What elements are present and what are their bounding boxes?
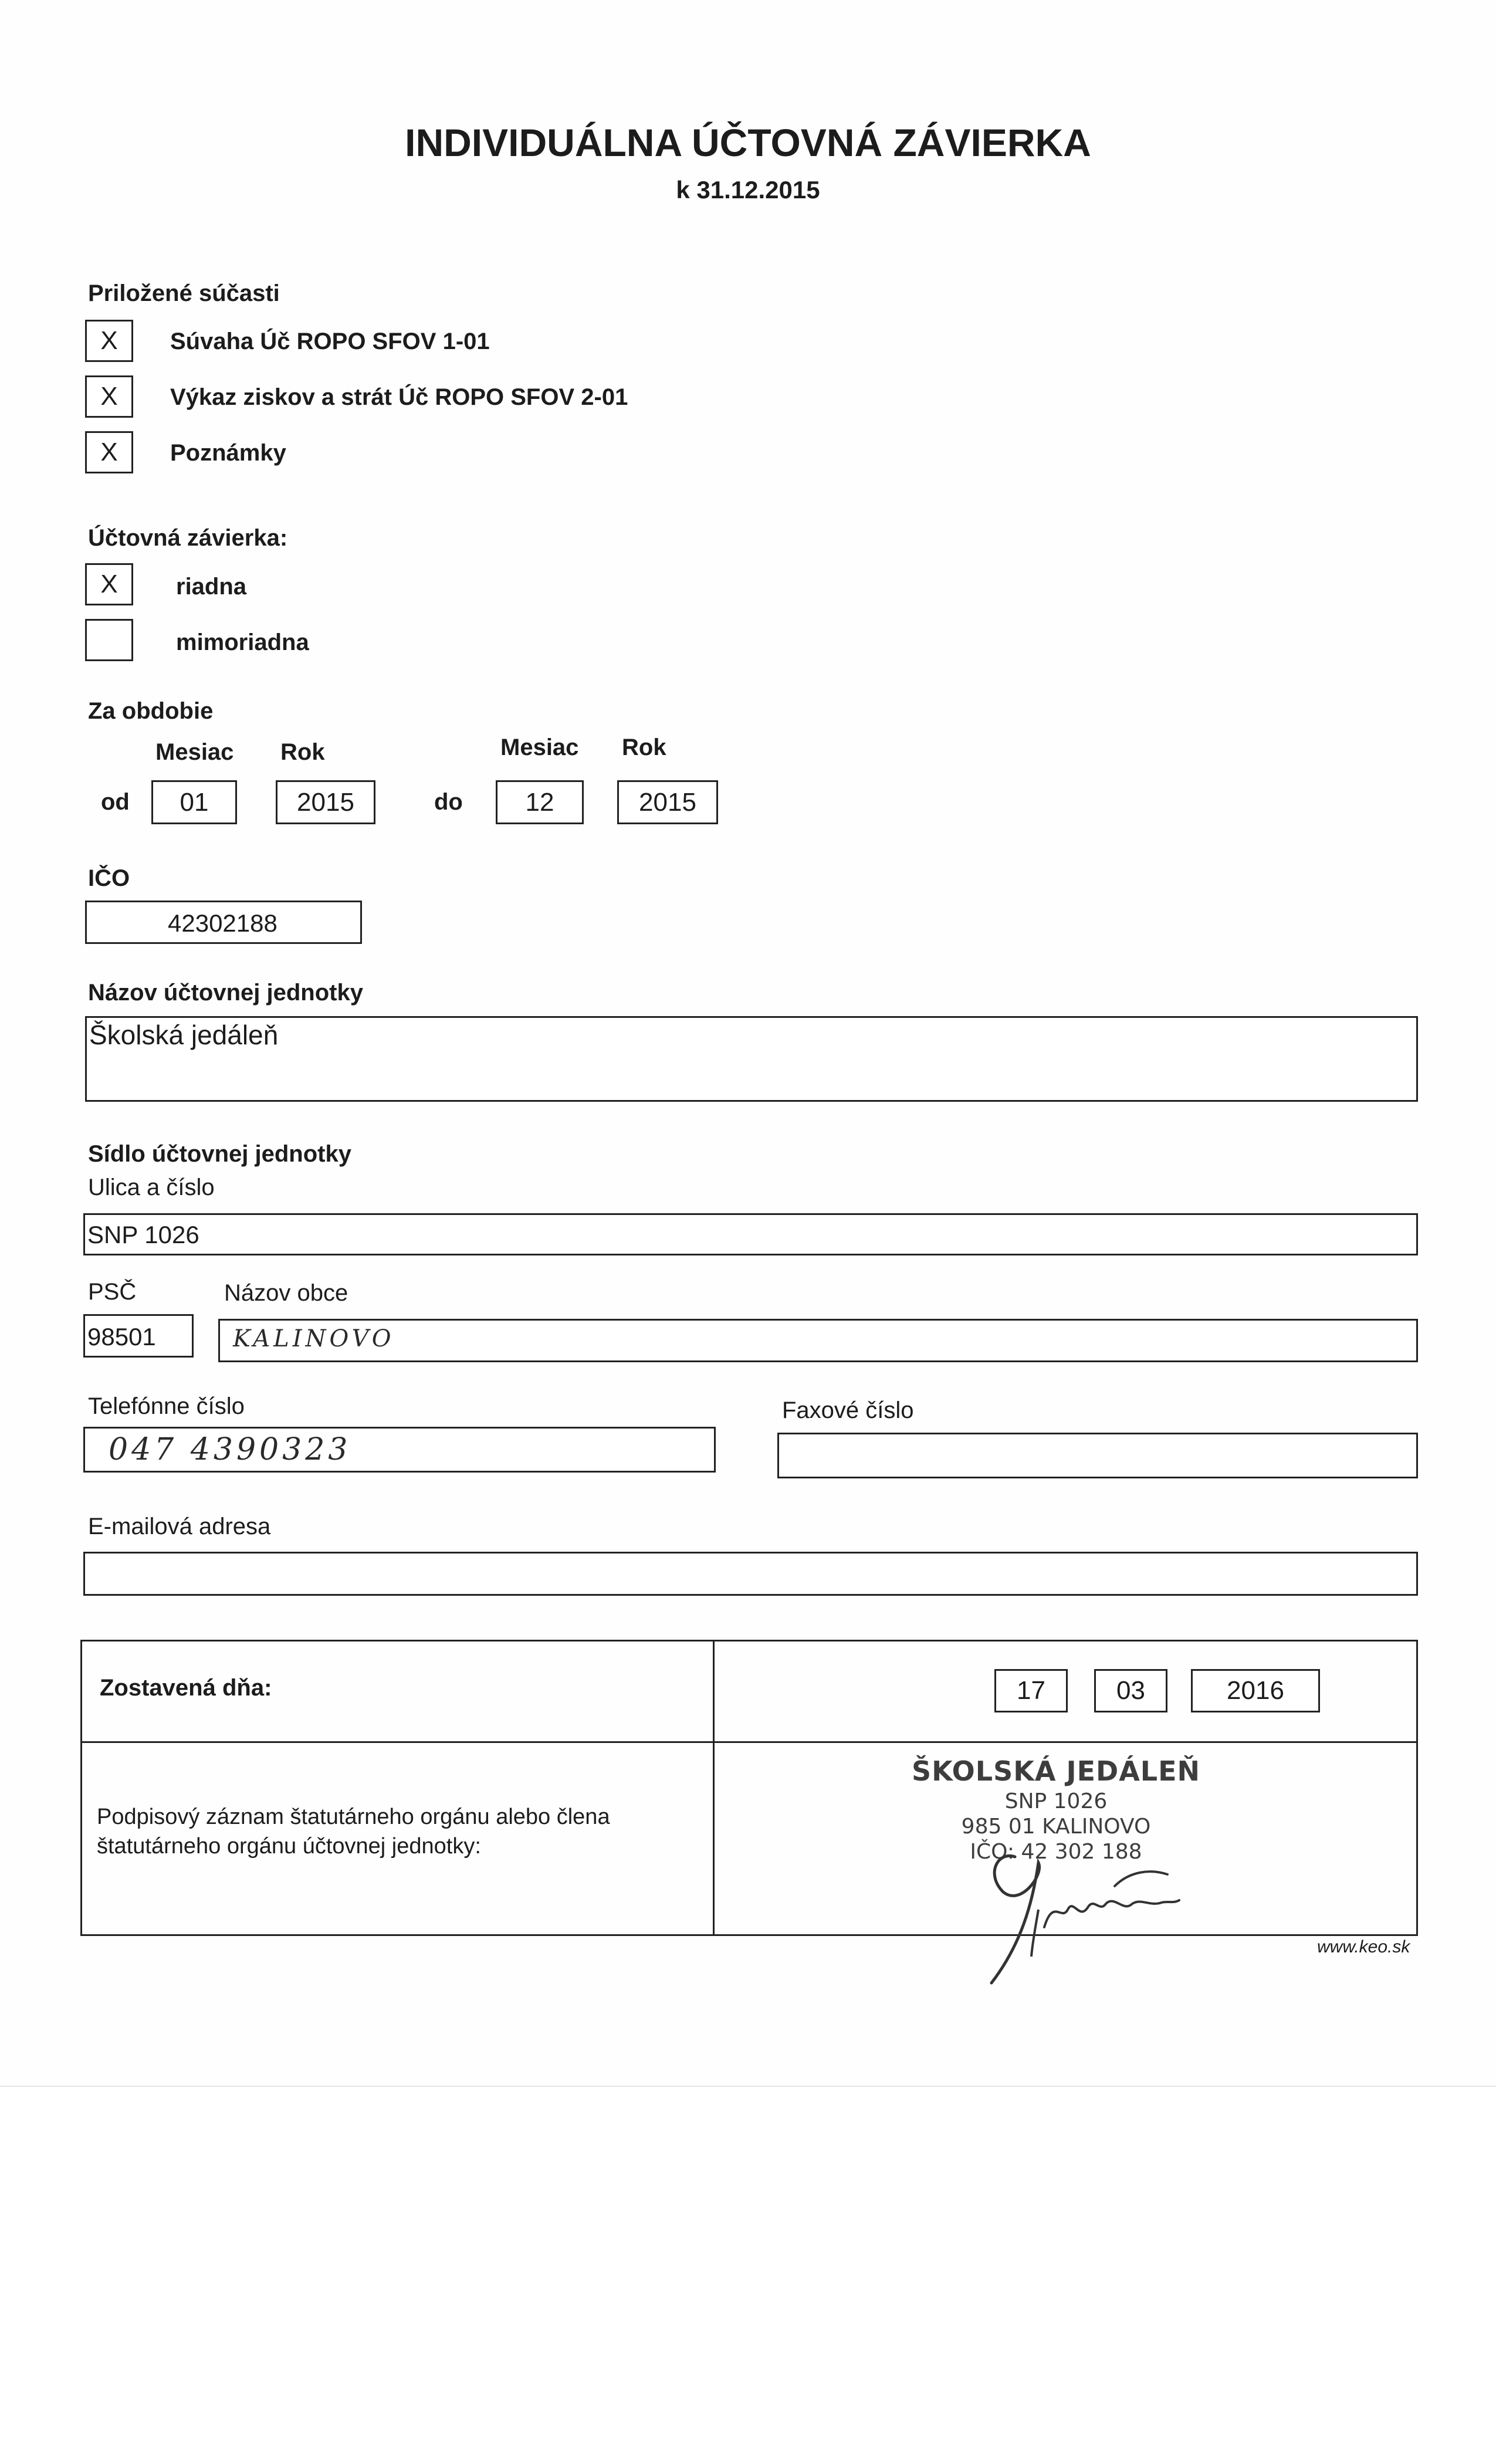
period-to-month-field[interactable]: 12 xyxy=(496,780,584,824)
email-field[interactable] xyxy=(83,1552,1418,1596)
website-text: www.keo.sk xyxy=(1317,1937,1410,1957)
entity-name-label: Názov účtovnej jednotky xyxy=(88,980,363,1006)
city-label: Názov obce xyxy=(224,1280,348,1306)
footer-table-hline xyxy=(80,1741,1418,1743)
compiled-year-field[interactable]: 2016 xyxy=(1191,1669,1320,1712)
period-from-month-label: Mesiac xyxy=(155,739,234,765)
attachment-checkbox-balance[interactable]: X xyxy=(85,320,133,362)
address-heading: Sídlo účtovnej jednotky xyxy=(88,1141,351,1167)
period-to-year-label: Rok xyxy=(622,735,666,760)
period-to-month-label: Mesiac xyxy=(500,735,579,760)
period-heading: Za obdobie xyxy=(88,698,214,724)
handwritten-signature xyxy=(974,1839,1185,1992)
ico-label: IČO xyxy=(88,865,130,891)
statement-type-checkbox-extraordinary[interactable] xyxy=(85,619,133,661)
fax-label: Faxové číslo xyxy=(782,1397,914,1423)
ico-value: 42302188 xyxy=(168,909,277,937)
period-to-label: do xyxy=(434,789,463,815)
street-label: Ulica a číslo xyxy=(88,1175,215,1200)
street-field[interactable] xyxy=(83,1213,1418,1255)
period-from-month-field[interactable]: 01 xyxy=(151,780,237,824)
city-value: KALINOVO xyxy=(233,1325,395,1352)
stamp-line4: IČO: 42 302 188 xyxy=(970,1840,1142,1864)
period-from-label: od xyxy=(101,789,130,815)
email-label: E-mailová adresa xyxy=(88,1514,271,1539)
period-from-year-label: Rok xyxy=(280,739,325,765)
phone-label: Telefónne číslo xyxy=(88,1393,245,1419)
compiled-day-field[interactable]: 17 xyxy=(994,1669,1068,1712)
compiled-date-label: Zostavená dňa: xyxy=(100,1675,272,1701)
signature-label-line1: Podpisový záznam štatutárneho orgánu alebo člena xyxy=(97,1805,610,1829)
phone-value: 047 4390323 xyxy=(109,1432,351,1467)
signature-label-line2: štatutárneho orgánu účtovnej jednotky: xyxy=(97,1834,481,1859)
attachment-checkbox-profit-loss[interactable]: X xyxy=(85,375,133,418)
signature-label xyxy=(97,1802,610,1861)
entity-name-value: Školská jedáleň xyxy=(89,1020,279,1050)
statement-type-label-extraordinary: mimoriadna xyxy=(176,629,309,655)
page-subtitle: k 31.12.2015 xyxy=(676,176,820,204)
street-value: SNP 1026 xyxy=(87,1221,199,1248)
stamp-line2: SNP 1026 xyxy=(1004,1789,1108,1813)
psc-value: 98501 xyxy=(87,1323,156,1351)
attachment-label-profit-loss: Výkaz ziskov a strát Úč ROPO SFOV 2-01 xyxy=(170,384,628,410)
period-from-year-field[interactable]: 2015 xyxy=(276,780,375,824)
psc-field[interactable] xyxy=(83,1314,194,1358)
footer-table-vline xyxy=(713,1640,715,1936)
statement-type-label-regular: riadna xyxy=(176,574,247,600)
phone-field[interactable] xyxy=(83,1427,716,1473)
attachment-label-balance: Súvaha Úč ROPO SFOV 1-01 xyxy=(170,329,490,354)
city-field[interactable] xyxy=(218,1319,1418,1362)
stamp-line1: ŠKOLSKÁ JEDÁLEŇ xyxy=(911,1755,1201,1787)
psc-label: PSČ xyxy=(88,1279,137,1305)
attachment-label-notes: Poznámky xyxy=(170,440,286,466)
attachments-heading: Priložené súčasti xyxy=(88,280,280,306)
attachment-checkbox-notes[interactable]: X xyxy=(85,431,133,473)
statement-type-checkbox-regular[interactable]: X xyxy=(85,563,133,605)
entity-name-field[interactable] xyxy=(85,1016,1418,1102)
ico-field[interactable] xyxy=(85,901,362,944)
period-to-year-field[interactable]: 2015 xyxy=(617,780,718,824)
fax-field[interactable] xyxy=(777,1433,1418,1478)
statement-type-heading: Účtovná závierka: xyxy=(88,525,288,551)
page-title: INDIVIDUÁLNA ÚČTOVNÁ ZÁVIERKA xyxy=(405,121,1091,164)
stamp-line3: 985 01 KALINOVO xyxy=(961,1815,1151,1839)
compiled-month-field[interactable]: 03 xyxy=(1094,1669,1167,1712)
